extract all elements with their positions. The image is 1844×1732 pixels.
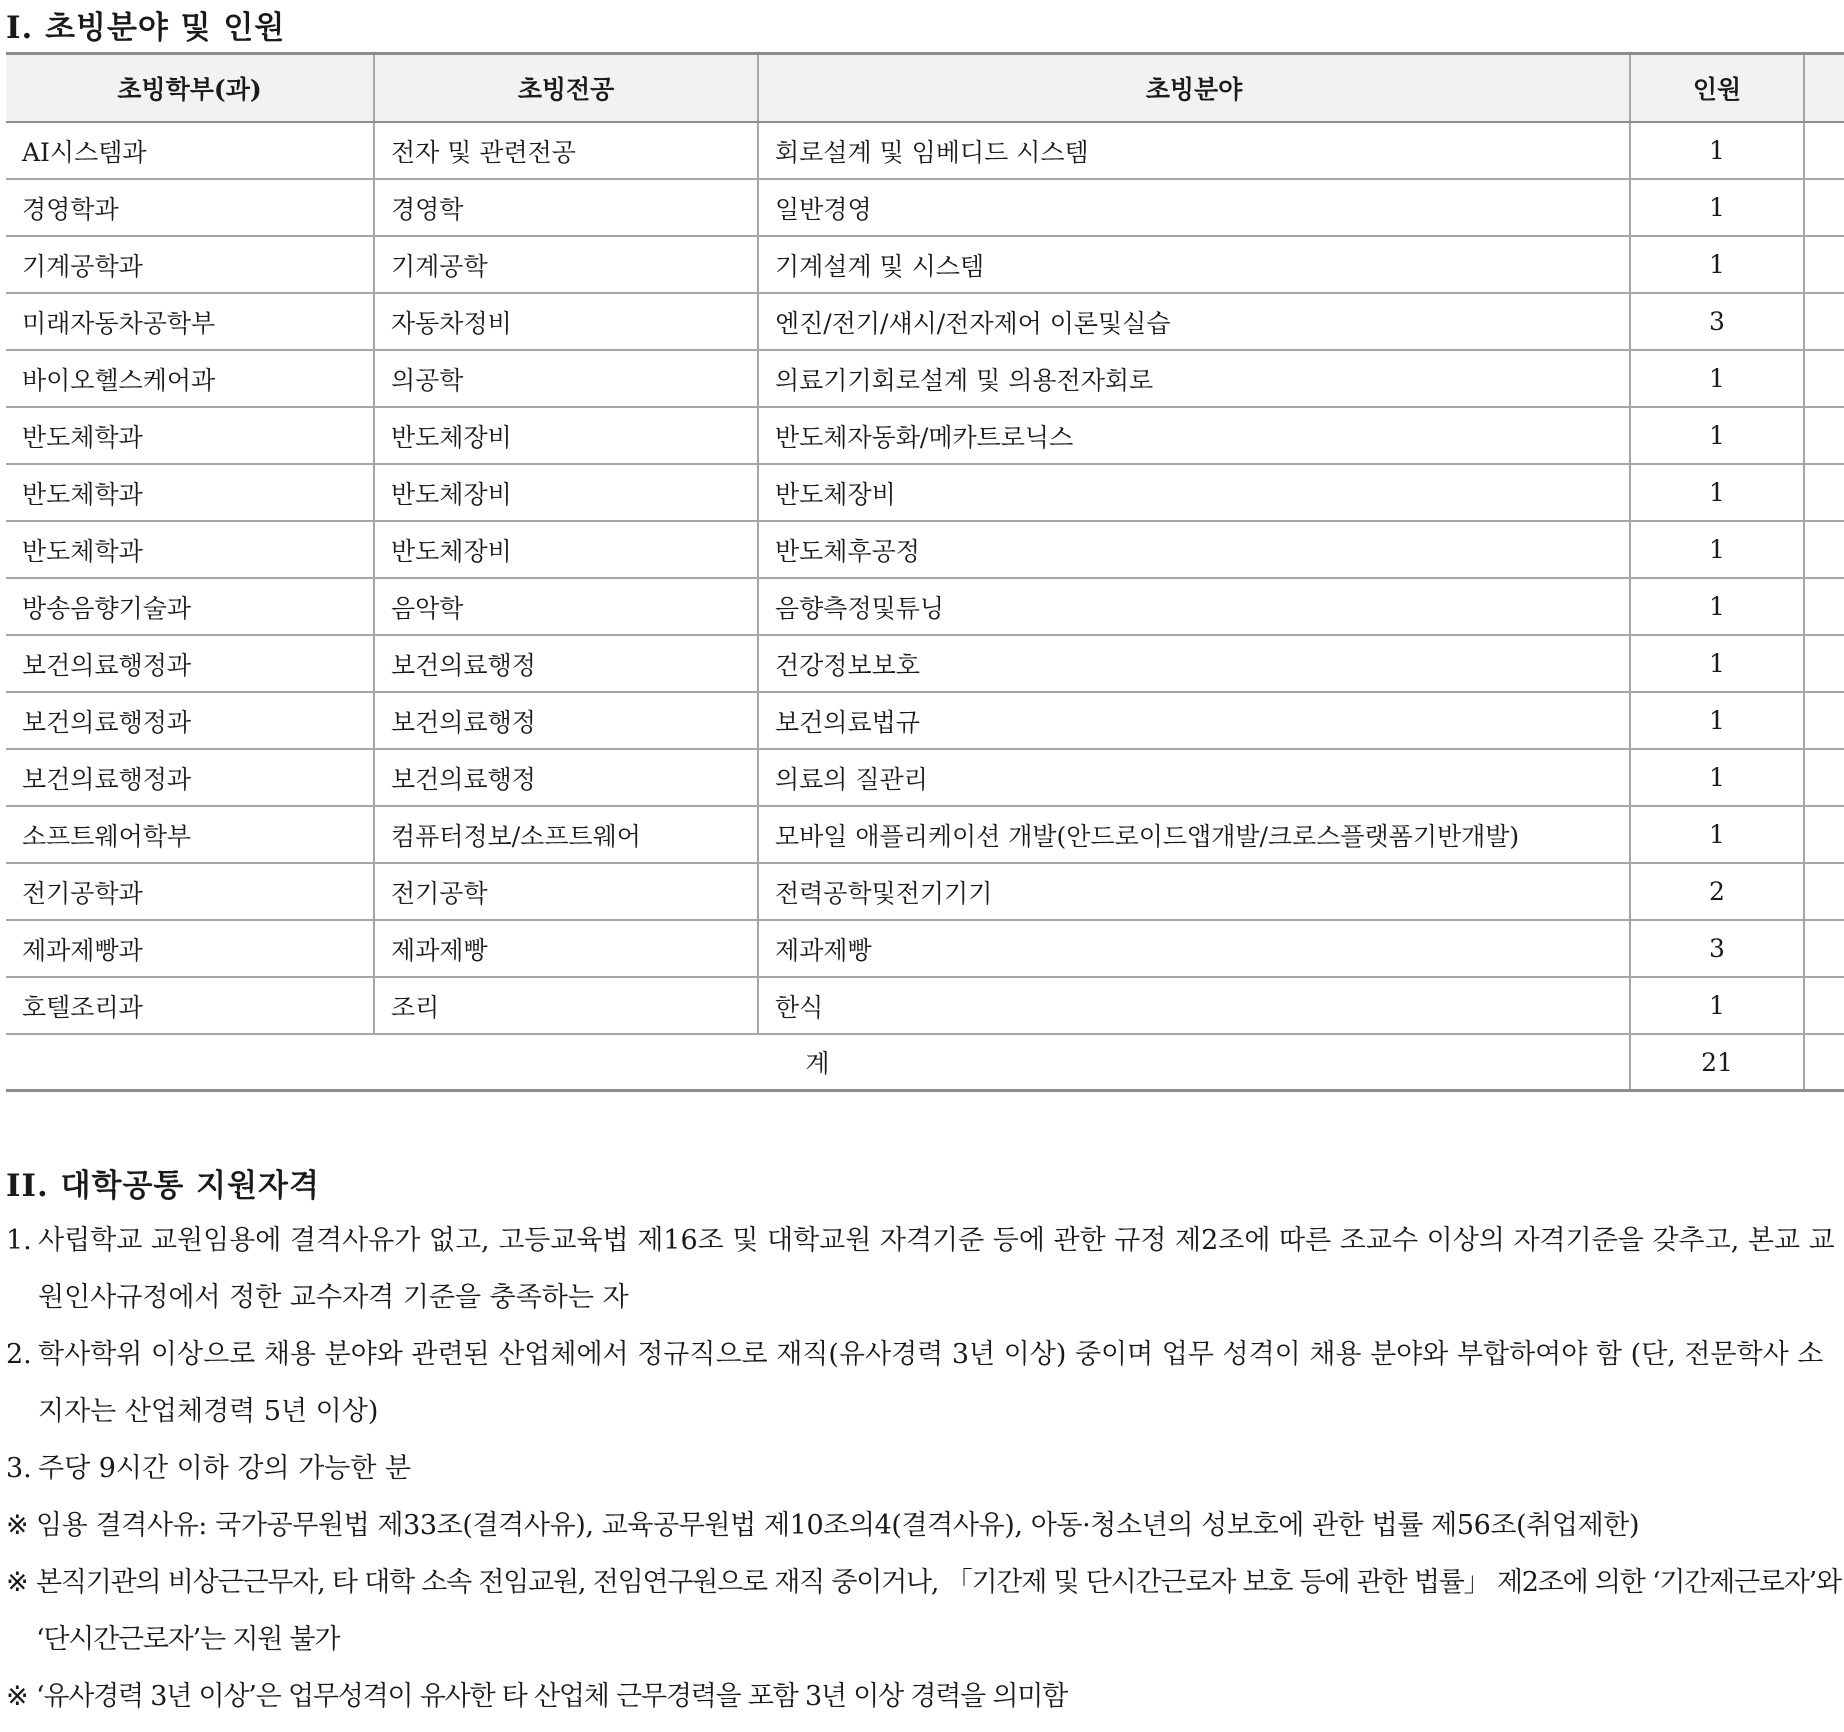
cell-dept: 기계공학과 — [6, 236, 374, 293]
cell-dept: 반도체학과 — [6, 407, 374, 464]
cell-count: 1 — [1630, 464, 1804, 521]
cell-major: 제과제빵 — [374, 920, 758, 977]
table-row — [6, 920, 1844, 977]
section-title-qualifications: II. 대학공통 지원자격 — [6, 1168, 320, 1204]
item-text: 학사학위 이상으로 채용 분야와 관련된 산업체에서 정규직으로 재직(유사경력 3년 이상) 중이며 업무 성격이 채용 분야와 부합하여야 함 (단, 전문학사 소지자는 산업체경력 5년 이상) — [38, 1339, 1824, 1427]
cell-field: 엔진/전기/섀시/전자제어 이론및실습 — [758, 293, 1630, 350]
cell-count: 1 — [1630, 407, 1804, 464]
total-row — [6, 1034, 1844, 1091]
cell-field: 반도체후공정 — [758, 521, 1630, 578]
table-body — [6, 122, 1844, 1034]
cell-dept: 보건의료행정과 — [6, 692, 374, 749]
cell-dept: 전기공학과 — [6, 863, 374, 920]
table-row — [6, 578, 1844, 635]
cell-field: 의료의 질관리 — [758, 749, 1630, 806]
cell-dept: 반도체학과 — [6, 521, 374, 578]
note-mark: ※ — [6, 1510, 29, 1541]
table-row — [6, 635, 1844, 692]
cell-extra — [1804, 749, 1844, 806]
qualification-list — [6, 1212, 1844, 1725]
cell-count: 2 — [1630, 863, 1804, 920]
cell-count: 1 — [1630, 122, 1804, 179]
table-header-row — [6, 54, 1844, 123]
table-row — [6, 464, 1844, 521]
cell-extra — [1804, 407, 1844, 464]
total-count: 21 — [1630, 1034, 1804, 1091]
cell-count: 1 — [1630, 749, 1804, 806]
cell-major: 조리 — [374, 977, 758, 1034]
cell-extra — [1804, 806, 1844, 863]
cell-field: 의료기기회로설계 및 의용전자회로 — [758, 350, 1630, 407]
item-number: 2. — [6, 1339, 32, 1370]
cell-count: 1 — [1630, 806, 1804, 863]
cell-field: 음향측정및튜닝 — [758, 578, 1630, 635]
note-text: 본직기관의 비상근근무자, 타 대학 소속 전임교원, 전임연구원으로 재직 중이거나, 「기간제 및 단시간근로자 보호 등에 관한 법률」 제2조에 의한 ‘기간제근로자’와 ‘단시간근로자’는 지원 불가 — [36, 1567, 1841, 1655]
cell-field: 한식 — [758, 977, 1630, 1034]
cell-field: 제과제빵 — [758, 920, 1630, 977]
cell-extra — [1804, 692, 1844, 749]
cell-extra — [1804, 464, 1844, 521]
item-text: 주당 9시간 이하 강의 가능한 분 — [38, 1453, 412, 1484]
cell-major: 경영학 — [374, 179, 758, 236]
item-text: 사립학교 교원임용에 결격사유가 없고, 고등교육법 제16조 및 대학교원 자격기준 등에 관한 규정 제2조에 따른 조교수 이상의 자격기준을 갖추고, 본교 교원인사규정에서 정한 교수자격 기준을 충족하는 자 — [38, 1225, 1835, 1313]
note-mark: ※ — [6, 1567, 28, 1598]
qualification-item — [6, 1440, 1844, 1497]
cell-count: 1 — [1630, 692, 1804, 749]
cell-extra — [1804, 920, 1844, 977]
note-item — [6, 1668, 1844, 1725]
cell-dept: 경영학과 — [6, 179, 374, 236]
cell-field: 일반경영 — [758, 179, 1630, 236]
note-item — [6, 1554, 1844, 1668]
cell-field: 모바일 애플리케이션 개발(안드로이드앱개발/크로스플랫폼기반개발) — [758, 806, 1630, 863]
cell-extra — [1804, 236, 1844, 293]
cell-major: 컴퓨터정보/소프트웨어 — [374, 806, 758, 863]
cell-extra — [1804, 977, 1844, 1034]
cell-major: 자동차정비 — [374, 293, 758, 350]
cell-major: 전기공학 — [374, 863, 758, 920]
cell-dept: 바이오헬스케어과 — [6, 350, 374, 407]
table-row — [6, 692, 1844, 749]
cell-dept: 방송음향기술과 — [6, 578, 374, 635]
cell-major: 보건의료행정 — [374, 692, 758, 749]
cell-extra — [1804, 350, 1844, 407]
cell-major: 보건의료행정 — [374, 749, 758, 806]
cell-major: 기계공학 — [374, 236, 758, 293]
note-text: 임용 결격사유: 국가공무원법 제33조(결격사유), 교육공무원법 제10조의4(결격사유), 아동·청소년의 성보호에 관한 법률 제56조(취업제한) — [36, 1510, 1640, 1541]
table-row — [6, 122, 1844, 179]
cell-count: 1 — [1630, 350, 1804, 407]
cell-major: 반도체장비 — [374, 407, 758, 464]
cell-dept: AI시스템과 — [6, 122, 374, 179]
cell-major: 전자 및 관련전공 — [374, 122, 758, 179]
table-row — [6, 236, 1844, 293]
cell-count: 1 — [1630, 179, 1804, 236]
cell-extra — [1804, 122, 1844, 179]
cell-field: 회로설계 및 임베디드 시스템 — [758, 122, 1630, 179]
table-row — [6, 407, 1844, 464]
table-row — [6, 749, 1844, 806]
section-title-recruitment: I. 초빙분야 및 인원 — [6, 10, 286, 46]
item-number: 1. — [6, 1225, 32, 1256]
note-text: ‘유사경력 3년 이상’은 업무성격이 유사한 타 산업체 근무경력을 포함 3년 이상 경력을 의미함 — [36, 1681, 1068, 1712]
cell-count: 3 — [1630, 293, 1804, 350]
note-item — [6, 1497, 1844, 1554]
cell-count: 3 — [1630, 920, 1804, 977]
cell-dept: 제과제빵과 — [6, 920, 374, 977]
cell-field: 기계설계 및 시스템 — [758, 236, 1630, 293]
cell-count: 1 — [1630, 236, 1804, 293]
cell-extra — [1804, 635, 1844, 692]
cell-field: 반도체자동화/메카트로닉스 — [758, 407, 1630, 464]
cell-dept: 소프트웨어학부 — [6, 806, 374, 863]
cell-major: 반도체장비 — [374, 521, 758, 578]
cell-extra — [1804, 578, 1844, 635]
cell-dept: 반도체학과 — [6, 464, 374, 521]
table-row — [6, 350, 1844, 407]
note-mark: ※ — [6, 1681, 28, 1712]
cell-major: 보건의료행정 — [374, 635, 758, 692]
table-row — [6, 179, 1844, 236]
cell-count: 1 — [1630, 578, 1804, 635]
cell-field: 보건의료법규 — [758, 692, 1630, 749]
cell-major: 음악학 — [374, 578, 758, 635]
cell-extra — [1804, 863, 1844, 920]
cell-count: 1 — [1630, 521, 1804, 578]
qualification-item — [6, 1326, 1844, 1440]
cell-extra — [1804, 293, 1844, 350]
header-dept: 초빙학부(과) — [6, 54, 374, 123]
cell-field: 건강정보보호 — [758, 635, 1630, 692]
header-extra — [1804, 54, 1844, 123]
cell-dept: 보건의료행정과 — [6, 635, 374, 692]
item-number: 3. — [6, 1453, 32, 1484]
table-row — [6, 293, 1844, 350]
cell-count: 1 — [1630, 635, 1804, 692]
table-row — [6, 977, 1844, 1034]
cell-dept: 미래자동차공학부 — [6, 293, 374, 350]
cell-dept: 호텔조리과 — [6, 977, 374, 1034]
cell-major: 반도체장비 — [374, 464, 758, 521]
header-major: 초빙전공 — [374, 54, 758, 123]
header-field: 초빙분야 — [758, 54, 1630, 123]
table-row — [6, 521, 1844, 578]
total-label: 계 — [6, 1034, 1630, 1091]
table-row — [6, 863, 1844, 920]
table-row — [6, 806, 1844, 863]
header-count: 인원 — [1630, 54, 1804, 123]
cell-extra — [1804, 179, 1844, 236]
cell-field: 전력공학및전기기기 — [758, 863, 1630, 920]
cell-major: 의공학 — [374, 350, 758, 407]
cell-count: 1 — [1630, 977, 1804, 1034]
total-extra-cell — [1804, 1034, 1844, 1091]
recruitment-table — [6, 52, 1844, 1092]
cell-extra — [1804, 521, 1844, 578]
cell-dept: 보건의료행정과 — [6, 749, 374, 806]
qualification-item — [6, 1212, 1844, 1326]
cell-field: 반도체장비 — [758, 464, 1630, 521]
